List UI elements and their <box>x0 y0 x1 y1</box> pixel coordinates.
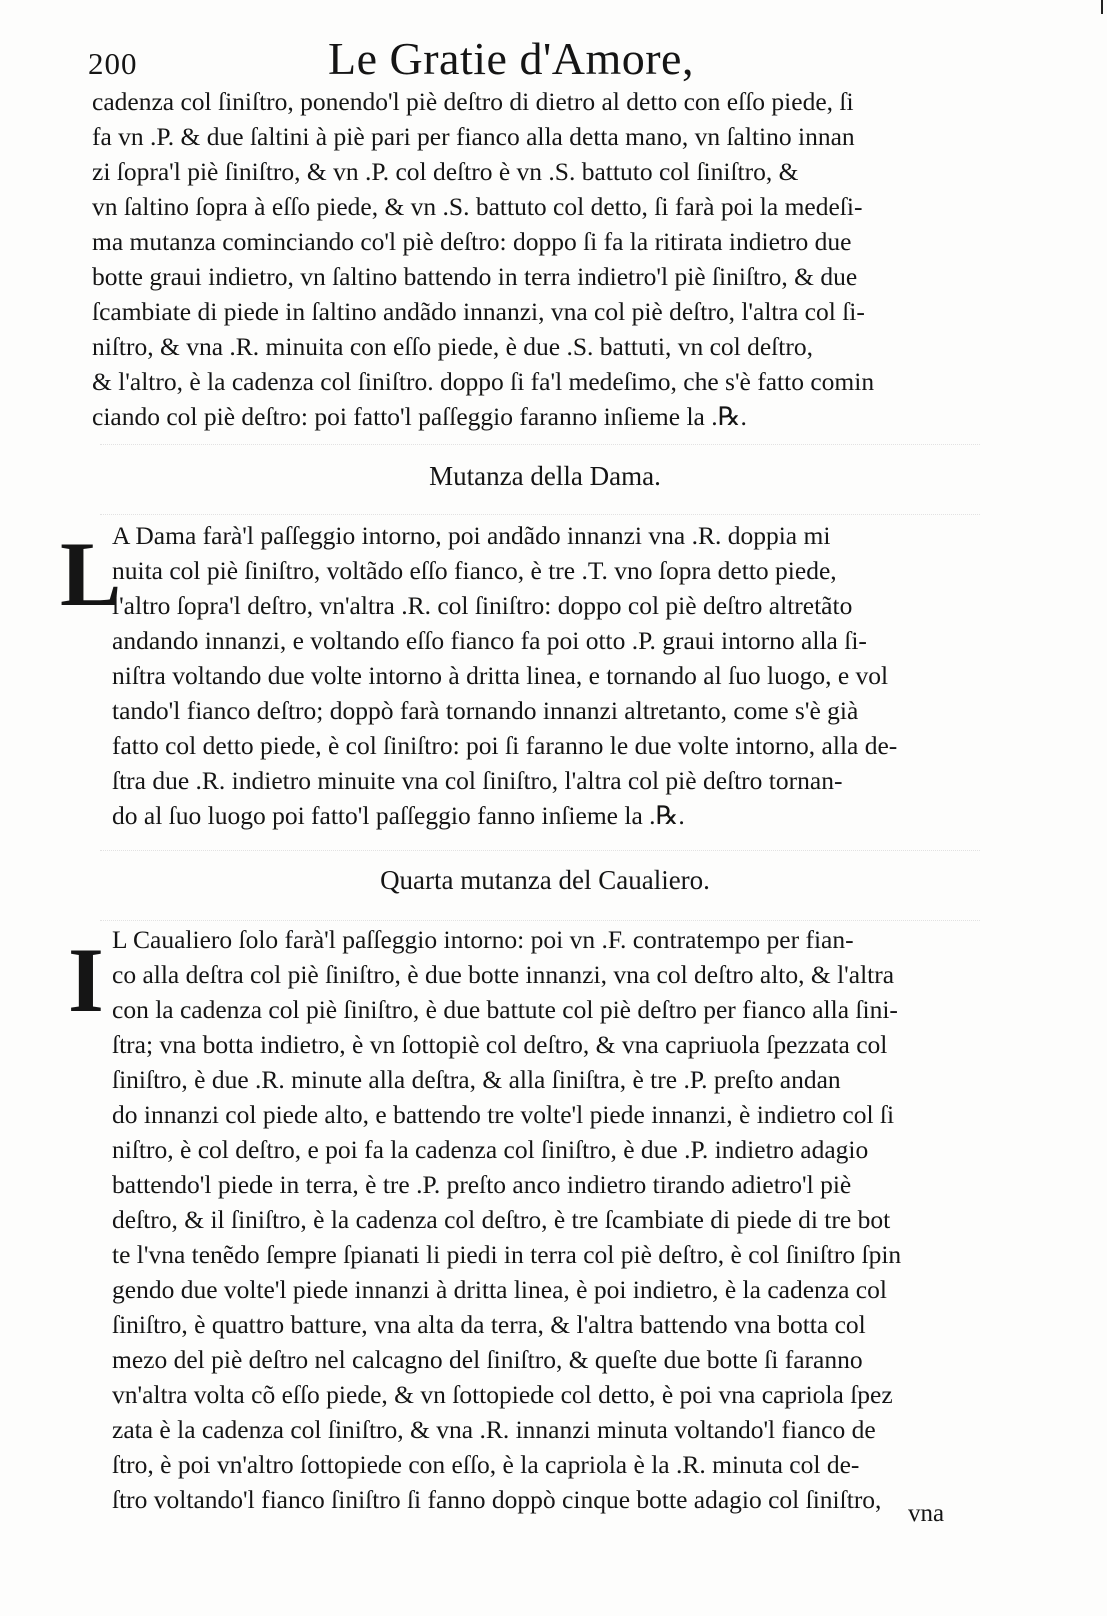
dama-paragraph <box>112 518 987 833</box>
text-line: niſtro, è col deſtro, e poi fa la cadenza col ſiniſtro, è due .P. indietro adagio <box>112 1135 869 1164</box>
text-line: do al ſuo luogo poi fatto'l paſſeggio fanno inſieme la .℞. <box>112 801 685 830</box>
text-line: vn'altra volta cõ eſſo piede, & vn ſottopiede col detto, è poi vna capriola ſpez <box>112 1380 893 1409</box>
text-line: & l'altro, è la cadenza col ſiniſtro. doppo ſi fa'l medeſimo, che s'è fatto comin <box>92 367 875 396</box>
text-line: niſtro, & vna .R. minuita con eſſo piede, è due .S. battuti, vn col deſtro, <box>92 332 813 361</box>
text-line: ſcambiate di piede in ſaltino andãdo innanzi, vna col piè deſtro, l'altra col ſi- <box>92 297 865 326</box>
text-line: L Caualiero ſolo farà'l paſſeggio intorno: poi vn .F. contratempo per fian- <box>112 925 854 954</box>
text-line: cadenza col ſiniſtro, ponendo'l piè deſtro di dietro al detto con eſſo piede, ſi <box>92 87 854 116</box>
show-through-line <box>100 906 980 921</box>
cavaliere-paragraph <box>112 922 987 1517</box>
catchword: vna <box>908 1500 945 1527</box>
drop-cap-cavaliere: I <box>68 929 104 1031</box>
text-line: deſtro, & il ſiniſtro, è la cadenza col deſtro, è tre ſcambiate di piede di tre bot <box>112 1205 891 1234</box>
text-line: ſiniſtro, è due .R. minute alla deſtra, & alla ſiniſtra, è tre .P. preſto andan <box>112 1065 841 1094</box>
text-line: co alla deſtra col piè ſiniſtro, è due botte innanzi, vna col deſtro alto, & l'altra <box>112 960 895 989</box>
page-header <box>88 30 988 90</box>
text-line: te l'vna tenẽdo ſempre ſpianati li piedi in terra col piè deſtro, è col ſiniſtro ſpin <box>112 1240 902 1269</box>
text-line: mezo del piè deſtro nel calcagno del ſiniſtro, & queſte due botte ſi faranno <box>112 1345 863 1374</box>
text-line: vn ſaltino ſopra à eſſo piede, & vn .S. battuto col detto, ſi farà poi la medeſi- <box>92 192 863 221</box>
text-line: gendo due volte'l piede innanzi à dritta linea, è poi indietro, è la cadenza col <box>112 1275 887 1304</box>
text-line: nuita col piè ſiniſtro, voltãdo eſſo fianco, è tre .T. vno ſopra detto piede, <box>112 556 837 585</box>
section-heading-dama: Mutanza della Dama. <box>429 461 661 491</box>
show-through-line <box>100 836 980 851</box>
text-line: ſtra due .R. indietro minuite vna col ſiniſtro, l'altra col piè deſtro tornan- <box>112 766 843 795</box>
text-line: ciando col piè deſtro: poi fatto'l paſſeggio faranno inſieme la .℞. <box>92 402 747 431</box>
show-through-line <box>100 500 980 515</box>
show-through-line <box>100 430 980 445</box>
text-line: zi ſopra'l piè ſiniſtro, & vn .P. col deſtro è vn .S. battuto col ſiniſtro, & <box>92 157 799 186</box>
text-line: niſtra voltando due volte intorno à dritta linea, e tornando al ſuo luogo, e vol <box>112 661 889 690</box>
text-line: botte graui indietro, vn ſaltino battendo in terra indietro'l piè ſiniſtro, & due <box>92 262 858 291</box>
text-line: fa vn .P. & due ſaltini à piè pari per fianco alla detta mano, vn ſaltino innan <box>92 122 855 151</box>
page-edge-mark <box>1101 0 1103 14</box>
text-line: ſiniſtro, è quattro batture, vna alta da terra, & l'altra battendo vna botta col <box>112 1310 866 1339</box>
page-number: 200 <box>88 46 138 81</box>
text-line: l'altro ſopra'l deſtro, vn'altra .R. col ſiniſtro: doppo col piè deſtro altretãto <box>112 591 853 620</box>
running-title: Le Gratie d'Amore, <box>328 33 694 84</box>
text-line: con la cadenza col piè ſiniſtro, è due battute col piè deſtro per fianco alla ſini- <box>112 995 898 1024</box>
text-line: ſtro, è poi vn'altro ſottopiede con eſſo, è la capriola è la .R. minuta col de- <box>112 1450 860 1479</box>
text-line: ſtro voltando'l fianco ſiniſtro ſi fanno doppò cinque botte adagio col ſiniſtro, <box>112 1485 882 1514</box>
section-heading-cavaliere: Quarta mutanza del Caualiero. <box>380 865 710 895</box>
text-line: ſtra; vna botta indietro, è vn ſottopiè col deſtro, & vna capriuola ſpezzata col <box>112 1030 888 1059</box>
text-line: ma mutanza cominciando co'l piè deſtro: doppo ſi fa la ritirata indietro due <box>92 227 852 256</box>
intro-paragraph <box>92 84 987 434</box>
text-line: A Dama farà'l paſſeggio intorno, poi andãdo innanzi vna .R. doppia mi <box>112 521 831 550</box>
text-line: tando'l fianco deſtro; doppò farà tornando innanzi altretanto, come s'è già <box>112 696 859 725</box>
text-line: do innanzi col piede alto, e battendo tre volte'l piede innanzi, è indietro col ſi <box>112 1100 895 1129</box>
text-line: fatto col detto piede, è col ſiniſtro: poi ſi faranno le due volte intorno, alla de- <box>112 731 898 760</box>
drop-cap-dama: L <box>60 523 122 625</box>
text-line: battendo'l piede in terra, è tre .P. preſto anco indietro tirando adietro'l piè <box>112 1170 852 1199</box>
text-line: zata è la cadenza col ſiniſtro, & vna .R. innanzi minuta voltando'l fianco de <box>112 1415 876 1444</box>
text-line: andando innanzi, e voltando eſſo fianco fa poi otto .P. graui intorno alla ſi- <box>112 626 867 655</box>
